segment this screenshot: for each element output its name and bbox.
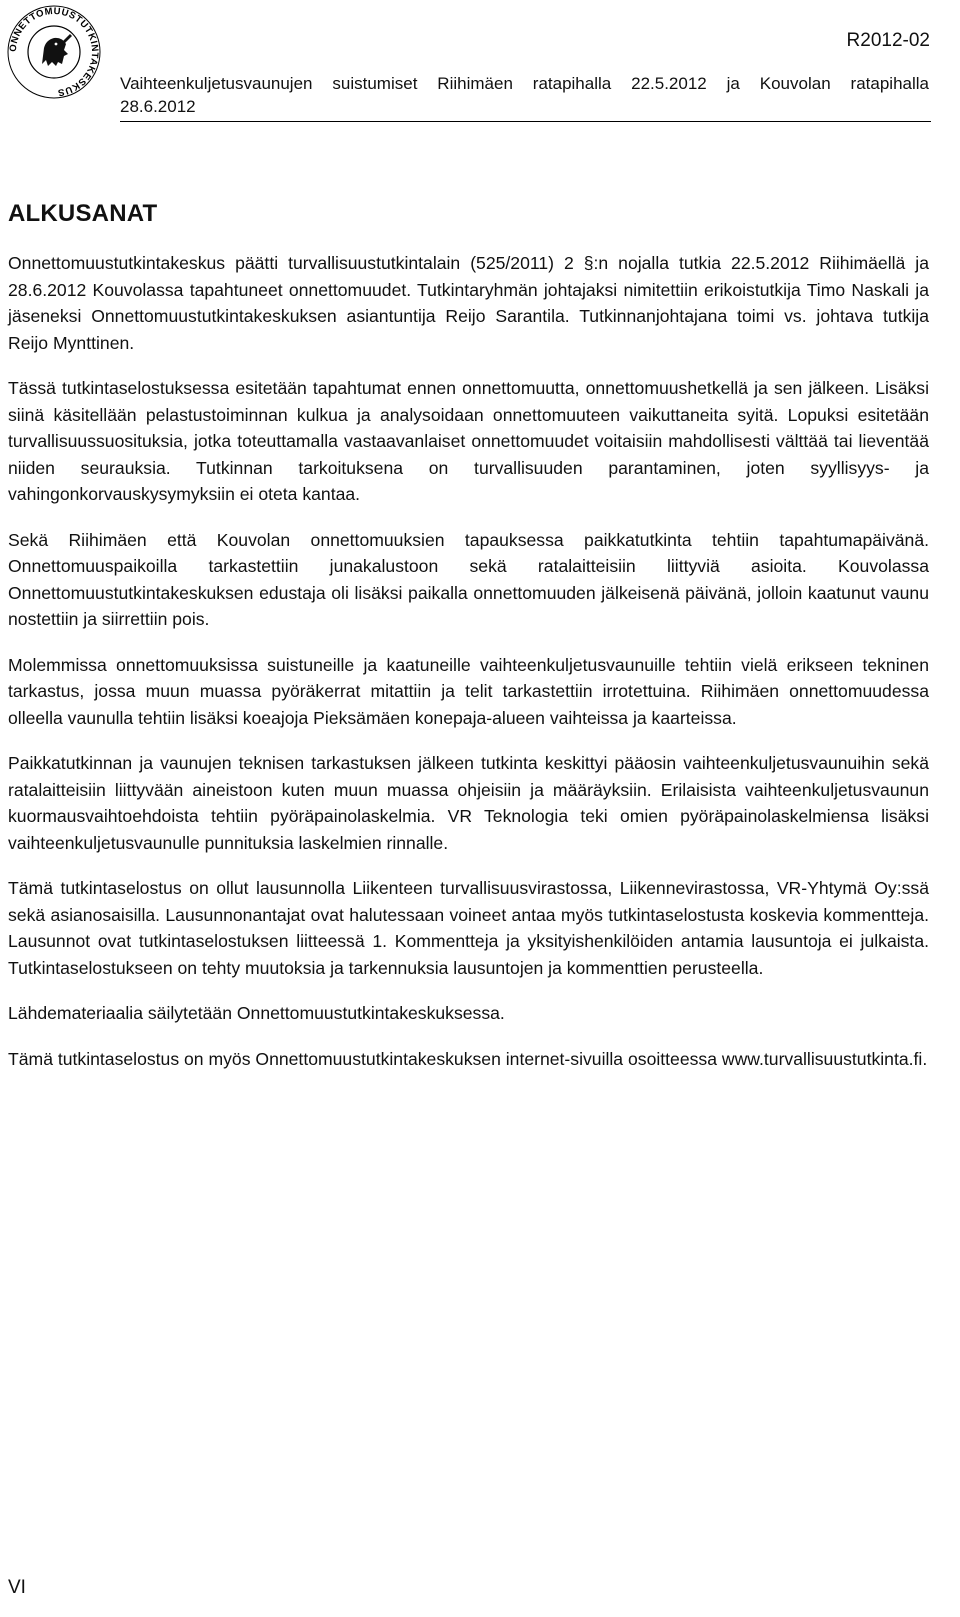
paragraph-4: Molemmissa onnettomuuksissa suistuneille ja kaatuneille vaihteenkuljetusvaunuille tehtiin vielä erikseen tekninen tarkastus, jossa muun muassa pyöräkerrat mitattiin ja telit tarkastettiin irrotettuina. Riihimäen onnettomuudessa olleella vaunulla tehtiin lisäksi koeajoja Pieksämäen konepaja-alueen vaihteissa ja kaarteissa. <box>8 654 929 728</box>
svg-text:ONNETTOMUUSTUTKINTAKESKUS: ONNETTOMUUSTUTKINTAKESKUS <box>7 5 101 98</box>
paragraph-7: Lähdemateriaalia säilytetään Onnettomuustutkintakeskuksessa. <box>8 1003 505 1023</box>
paragraph-8: Tämä tutkintaselostus on myös Onnettomuustutkintakeskuksen internet-sivuilla osoitteessa www.turvallisuustutkinta.fi. <box>8 1048 928 1069</box>
paragraph-5: Paikkatutkinnan ja vaunujen teknisen tarkastuksen jälkeen tutkinta keskittyi pääosin vaihteenkuljetusvaunuihin sekä ratalaitteisiin liittyvään aineistoon kuten muun muassa ohjeisiin ja määräyksiin. Erilaisista vaihteenkuljetusvaunun kuormausvaihtoehdoista tehtiin pyöräpainolaskelmia. VR Teknologia teki omien pyöräpainolaskelmiensa lisäksi vaihteenkuljetusvaunulle punnituksia laskelmien rinnalle. <box>8 753 929 853</box>
paragraph-2: Tässä tutkintaselostuksessa esitetään tapahtumat ennen onnettomuutta, onnettomuushetkellä ja sen jälkeen. Lisäksi siinä käsitellään pelastustoiminnan kulkua ja analysoidaan onnettomuuteen vaikuttaneita syitä. Lopuksi esitetään turvallisuussuosituksia, jotka toteuttamalla vastaavanlaiset onnettomuudet voitaisiin mahdollisesti välttää tai lieventää niiden seurauksia. Tutkinnan tarkoituksena on turvallisuuden parantaminen, joten syyllisyys- ja vahingonkorvauskysymyksiin ei oteta kantaa. <box>8 378 929 504</box>
header-title-line1: Vaihteenkuljetusvaunujen suistumiset Riihimäen ratapihalla 22.5.2012 ja Kouvolan ratapihalla <box>120 74 929 93</box>
page-number: VI <box>8 1577 26 1598</box>
report-id: R2012-02 <box>846 30 930 51</box>
paragraph-3: Sekä Riihimäen että Kouvolan onnettomuuksien tapauksessa paikkatutkinta tehtiin tapahtumapäivänä. Onnettomuuspaikoilla tarkastettiin junakalustoon sekä ratalaitteisiin liittyviä asioita. Kouvolassa Onnettomuustutkintakeskuksen edustaja oli lisäksi paikalla onnettomuuden jälkeisenä päivänä, jolloin kaatunut vaunu nostettiin ja siirrettiin pois. <box>8 529 929 629</box>
document-body <box>8 200 929 1091</box>
section-heading: ALKUSANAT <box>8 200 158 227</box>
agency-seal-logo <box>6 4 102 100</box>
paragraph-6: Tämä tutkintaselostus on ollut lausunnolla Liikenteen turvallisuusvirastossa, Liikennevirastossa, VR-Yhtymä Oy:ssä sekä asianosaisilla. Lausunnonantajat ovat halutessaan voineet antaa myös tutkintaselostusta koskevia kommentteja. Lausunnot ovat tutkintaselostuksen liitteessä 1. Kommentteja ja yksityishenkilöiden antamia lausuntoja ei julkaista. Tutkintaselostukseen on tehty muutoksia ja tarkennuksia lausuntojen ja kommenttien perusteella. <box>8 878 929 978</box>
header-divider <box>120 121 931 122</box>
paragraph-1: Onnettomuustutkintakeskus päätti turvallisuustutkintalain (525/2011) 2 §:n nojalla tutkia 22.5.2012 Riihimäellä ja 28.6.2012 Kouvolassa tapahtuneet onnettomuudet. Tutkintaryhmän johtajaksi nimitettiin erikoistutkija Timo Naskali ja jäseneksi Onnettomuustutkintakeskuksen asiantuntija Reijo Sarantila. Tutkinnanjohtajana toimi vs. johtava tutkija Reijo Mynttinen. <box>8 253 929 353</box>
header-title-line2: 28.6.2012 <box>120 97 196 116</box>
